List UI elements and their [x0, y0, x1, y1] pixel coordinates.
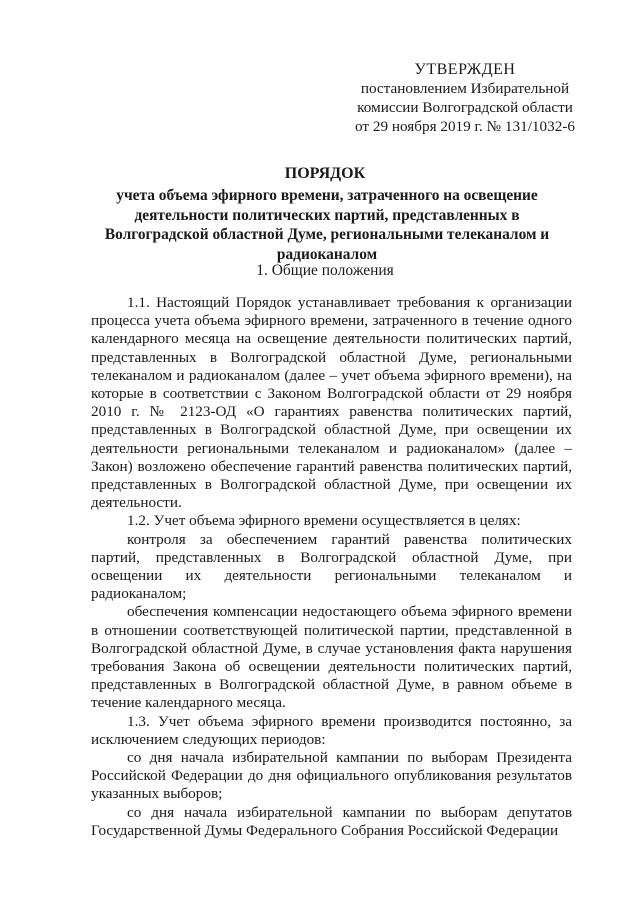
- approval-line-3: от 29 ноября 2019 г. № 131/1032-6: [355, 118, 575, 135]
- section-heading: 1. Общие положения: [256, 262, 394, 279]
- approval-stamp: [345, 60, 585, 136]
- paragraph-1-2-item-2: обеспечения компенсации недостающего объема эфирного времени в отношении соответствующей политической партии, представленной в Волгоградской областной Думе, в случае установления факта нарушения требования Закона об освещении деятельности политических партий, представленных в Волгоградской областной Думе, в равном объеме в течение календарного месяца.: [91, 603, 572, 712]
- approval-line-1: постановлением Избирательной: [360, 80, 570, 97]
- paragraph-1-1: 1.1. Настоящий Порядок устанавливает требования к организации процесса учета объема эфирного времени, затраченного в течение одного календарного месяца на освещение деятельности политических партий, представленных в Волгоградской областной Думе, региональными телеканалом и радиоканалом (далее – учет объема эфирного времени), на которые в соответствии с Законом Волгоградской области от 29 ноября 2010 г. № 2123-ОД «О гарантиях равенства политических партий, представленных в Волгоградской областной Думе, при освещении их деятельности региональными телеканалом и радиоканалом» (далее – Закон) возложено обеспечение гарантий равенства политических партий, представленных в Волгоградской областной Думе, при освещении их деятельности.: [91, 294, 572, 512]
- paragraph-1-3-item-2: со дня начала избирательной кампании по выборам депутатов Государственной Думы Федерального Собрания Российской Федерации: [91, 803, 572, 839]
- document-title: ПОРЯДОК: [284, 165, 366, 182]
- paragraph-1-2-item-1: контроля за обеспечением гарантий равенства политических партий, представленных в Волгоградской областной Думе, при освещении их деятельности региональными телеканалом и радиоканалом;: [91, 530, 572, 603]
- approval-title: УТВЕРЖДЕН: [414, 61, 516, 78]
- approval-line-2: комиссии Волгоградской области: [357, 99, 573, 116]
- document-subtitle: учета объема эфирного времени, затраченного на освещение деятельности политических партий, представленных в Волгоградской областной Думе, региональными телеканалом и радиоканалом: [104, 187, 550, 263]
- paragraph-1-3-item-1: со дня начала избирательной кампании по выборам Президента Российской Федерации до дня официального опубликования результатов указанных выборов;: [91, 749, 572, 803]
- paragraph-1-2: 1.2. Учет объема эфирного времени осуществляется в целях:: [127, 512, 521, 530]
- paragraph-1-3: 1.3. Учет объема эфирного времени производится постоянно, за исключением следующих периодов:: [91, 712, 572, 748]
- section-body: [91, 294, 572, 840]
